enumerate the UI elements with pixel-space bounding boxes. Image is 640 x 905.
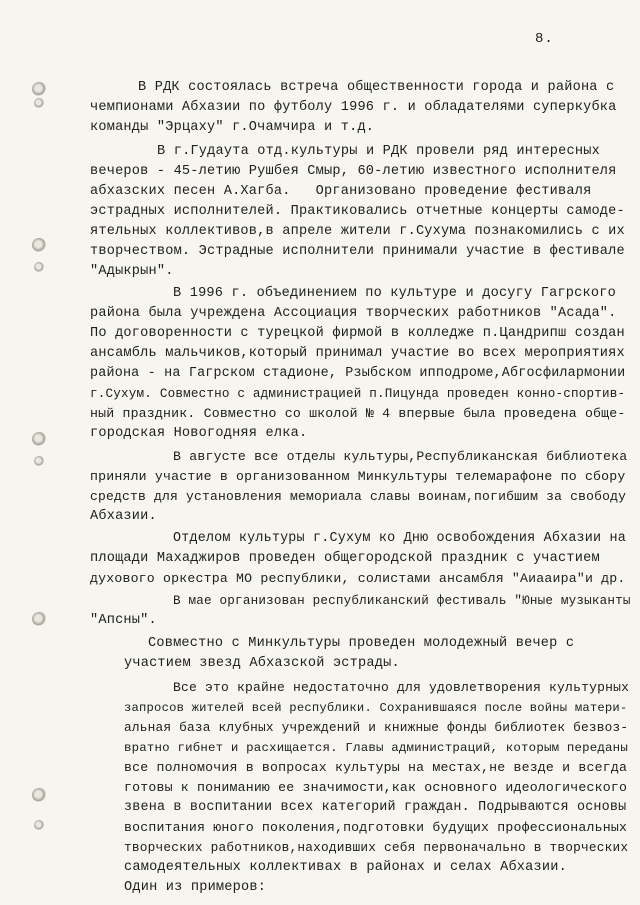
text-line: вечеров - 45-летию Рушбея Смыр, 60-летию известного исполнителя	[90, 164, 617, 179]
binder-hole-mark	[34, 262, 44, 272]
text-line: района была учреждена Ассоциация творческих работников "Асада".	[90, 306, 617, 321]
text-line: ансамбль мальчиков,который принимал участие во всех мероприятиях	[90, 346, 625, 361]
text-line: В 1996 г. объединением по культуре и досугу Гагрского	[173, 286, 616, 301]
binder-hole-mark	[34, 820, 44, 830]
text-line: звена в воспитании всех категорий граждан. Подрываются основы	[124, 800, 627, 815]
text-line: района - на Гагрском стадионе, Рзыбском ипподроме,Абгосфилармонии	[90, 366, 626, 381]
text-line: Все это крайне недостаточно для удовлетворения культурных	[173, 680, 630, 695]
text-line: "Адыкрын".	[90, 264, 174, 279]
text-line: В г.Гудаута отд.культуры и РДК провели ряд интересных	[157, 144, 600, 159]
text-line: духового оркестра МО республики, солистами ансамбля "Аиааира"и др.	[90, 571, 626, 586]
binder-hole-mark	[32, 432, 46, 446]
binder-hole-mark	[32, 612, 46, 626]
binder-hole-mark	[32, 788, 46, 802]
text-line: творчеством. Эстрадные исполнители принимали участие в фестивале	[90, 244, 625, 259]
text-line: средств для установления мемориала славы воинам,погибшим за свободу	[90, 489, 627, 504]
text-line: Один из примеров:	[124, 880, 267, 895]
text-line: г.Сухум. Совместно с администрацией п.Пицунда проведен конно-спортив-	[90, 387, 626, 401]
text-line: В РДК состоялась встреча общественности города и района с	[138, 80, 615, 95]
text-line: приняли участие в организованном Минкультуры телемарафоне по сбору	[90, 469, 626, 484]
text-line: Отделом культуры г.Сухум ко Дню освобождения Абхазии на	[173, 531, 626, 546]
text-line: воспитания юного поколения,подготовки будущих профессиональных	[124, 820, 628, 835]
text-line: чемпионами Абхазии по футболу 1996 г. и обладателями суперкубка	[90, 100, 617, 115]
text-line: ный праздник. Совместно со школой № 4 впервые была проведена обще-	[90, 406, 626, 421]
binder-hole-mark	[34, 456, 44, 466]
text-line: готовы к пониманию ее значимости,как основного идеологического	[124, 780, 628, 795]
page-number: 8.	[535, 31, 554, 47]
text-line: участием звезд Абхазской эстрады.	[124, 656, 400, 671]
text-line: самодеятельных коллективах в районах и селах Абхазии.	[124, 860, 567, 875]
text-line: творческих работников,находивших себя первоначально в творческих	[124, 840, 629, 855]
text-line: В мае организован республиканский фестиваль "Юные музыканты	[173, 594, 631, 608]
text-line: ятельных коллективов,в апреле жители г.Сухума познакомились с их	[90, 224, 625, 239]
binder-hole-mark	[32, 238, 46, 252]
text-line: По договоренности с турецкой фирмой в колледже п.Цандрипш создан	[90, 326, 625, 341]
text-line: команды "Эрцаху" г.Очамчира и т.д.	[90, 120, 375, 135]
text-line: городская Новогодняя елка.	[90, 426, 308, 441]
binder-hole-mark	[34, 98, 44, 108]
text-line: В августе все отделы культуры,Республиканская библиотека	[173, 449, 628, 464]
text-line: альная база клубных учреждений и книжные фонды библиотек безвоз-	[124, 720, 629, 735]
binder-hole-mark	[32, 82, 46, 96]
text-line: Совместно с Минкультуры проведен молодежный вечер с	[148, 636, 575, 651]
text-line: вратно гибнет и расхищается. Главы администраций, которым переданы	[124, 741, 628, 755]
text-line: эстрадных исполнителей. Практиковались отчетные концерты самоде-	[90, 204, 625, 219]
text-line: Абхазии.	[90, 509, 157, 524]
text-line: все полномочия в вопросах культуры на местах,не везде и всегда	[124, 760, 628, 775]
text-line: "Апсны".	[90, 613, 157, 628]
text-line: абхазских песен А.Хагба. Организовано проведение фестиваля	[90, 184, 592, 199]
text-line: площади Махаджиров проведен общегородской праздник с участием	[90, 551, 600, 566]
text-line: запросов жителей всей республики. Сохранившаяся после войны матери-	[124, 701, 628, 715]
